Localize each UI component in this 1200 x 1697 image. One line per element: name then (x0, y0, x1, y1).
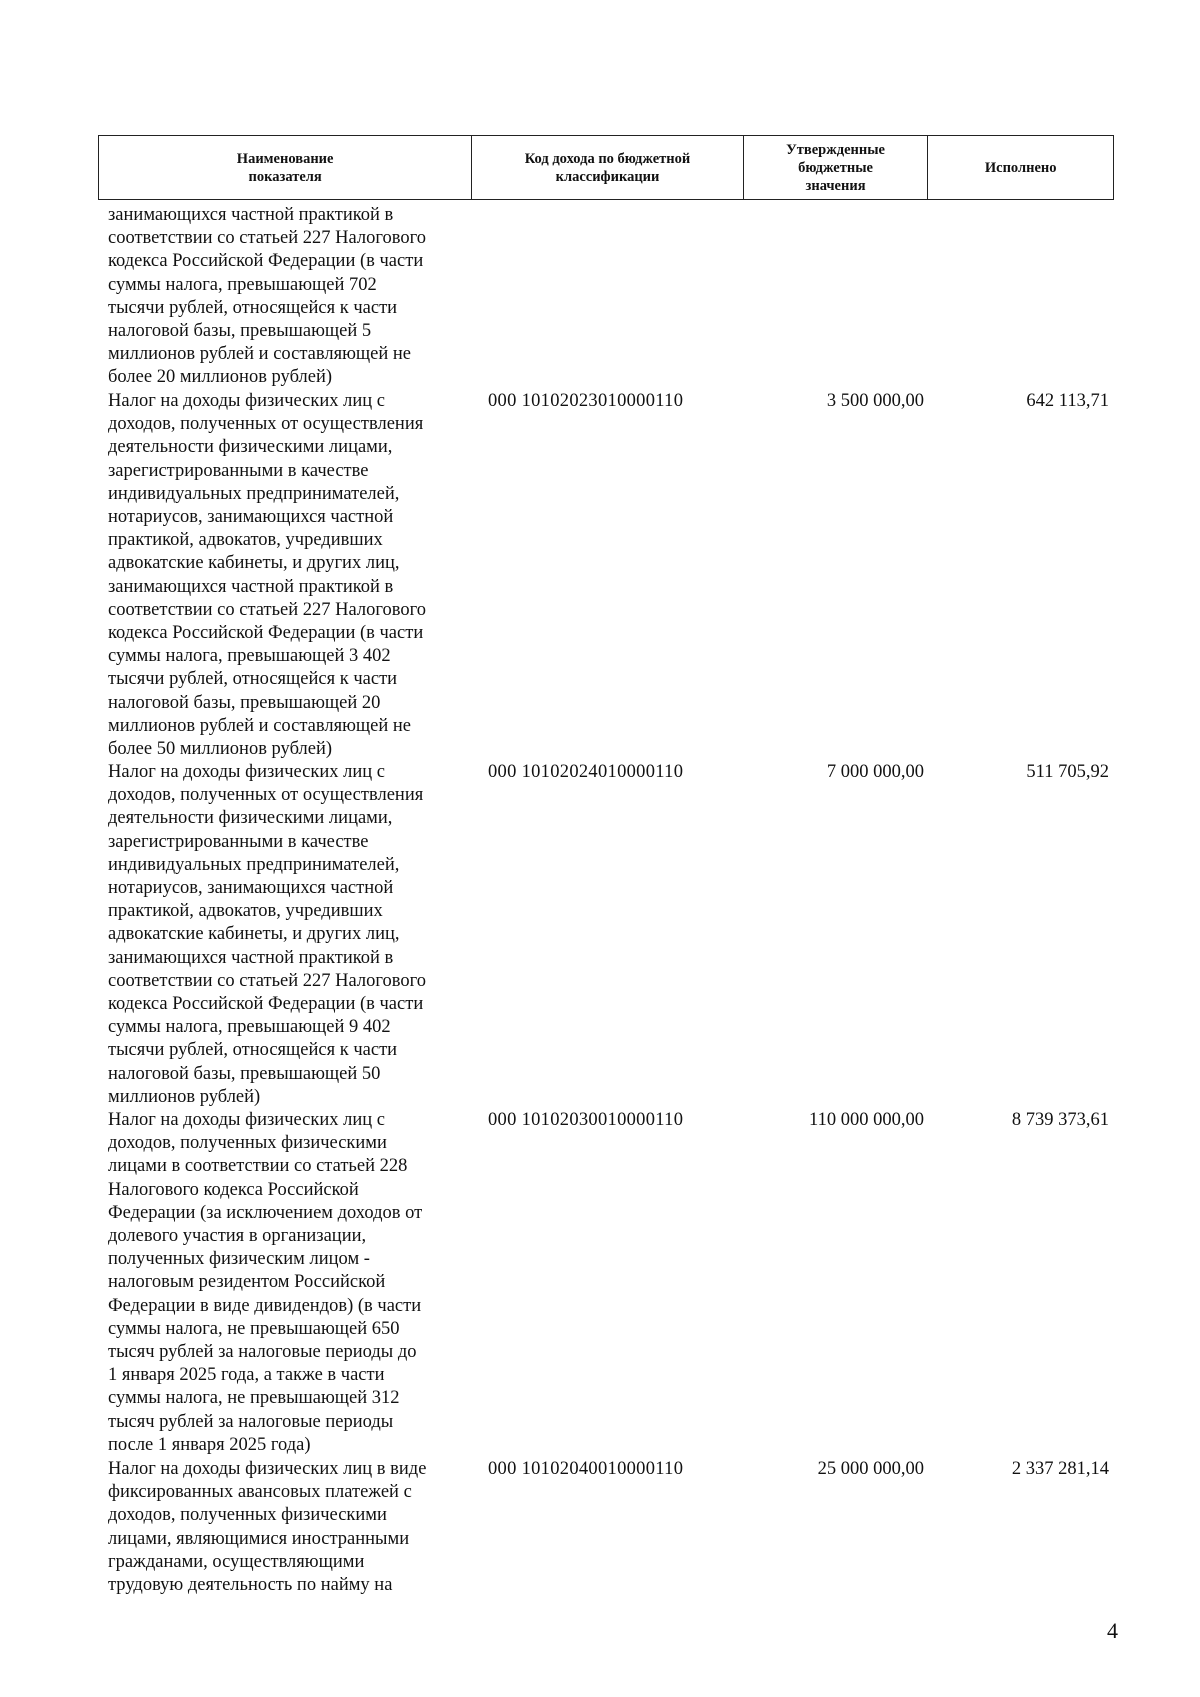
row-name: Налог на доходы физических лиц в виде фиксированных авансовых платежей с доходов, полученных физическими лицами, являющимися иностранными гражданами, осуществляющими трудовую деятельность по найму на (108, 1459, 427, 1596)
row-done: 8 739 373,61 (1011, 1110, 1109, 1130)
row-code: 000 10102030010000110 (488, 1110, 684, 1130)
row-code: 000 10102040010000110 (488, 1459, 684, 1479)
row-name: занимающихся частной практикой в соответствии со статьей 227 Налогового кодекса Российской Федерации (в части суммы налога, превышающей 702 тысячи рублей, относящейся к части налоговой базы, превышающей 5 миллионов рублей и составляющей не более 20 миллионов рублей) (108, 205, 426, 388)
row-name: Налог на доходы физических лиц с доходов, полученных от осуществления деятельности физическими лицами, зарегистрированными в качестве индивидуальных предпринимателей, нотариусов, занимающихся частной практикой, адвокатов, учредивших адвокатские кабинеты, и других лиц, занимающихся частной практикой в соответствии со статьей 227 Налогового кодекса Российской Федерации (в части суммы налога, превышающей 9 402 тысячи рублей, относящейся к части налоговой базы, превышающей 50 миллионов рублей) (108, 762, 426, 1107)
row-name: Налог на доходы физических лиц с доходов, полученных от осуществления деятельности физическими лицами, зарегистрированными в качестве индивидуальных предпринимателей, нотариусов, занимающихся частной практикой, адвокатов, учредивших адвокатские кабинеты, и других лиц, занимающихся частной практикой в соответствии со статьей 227 Налогового кодекса Российской Федерации (в части суммы налога, превышающей 3 402 тысячи рублей, относящейся к части налоговой базы, превышающей 20 миллионов рублей и составляющей не более 50 миллионов рублей) (108, 391, 426, 760)
row-done: 642 113,71 (1026, 391, 1109, 411)
page-number: 4 (1107, 1618, 1118, 1643)
row-approved: 3 500 000,00 (826, 391, 924, 411)
row-code: 000 10102024010000110 (488, 762, 684, 782)
table-header (98, 135, 1114, 200)
row-approved: 110 000 000,00 (809, 1110, 924, 1130)
header-name: Наименование показателя (99, 136, 472, 199)
row-name: Налог на доходы физических лиц с доходов, полученных физическими лицами в соответствии со статьей 228 Налогового кодекса Российской Федерации (за исключением доходов от долевого участия в организации, полученных физическим лицом - налоговым резидентом Российской Федерации в виде дивидендов) (в части суммы налога, не превышающей 650 тысяч рублей за налоговые периоды до 1 января 2025 года, а также в части суммы налога, не превышающей 312 тысяч рублей за налоговые периоды после 1 января 2025 года) (108, 1110, 423, 1455)
row-code: 000 10102023010000110 (488, 391, 684, 411)
row-done: 2 337 281,14 (1011, 1459, 1109, 1479)
header-code: Код дохода по бюджетной классификации (472, 136, 743, 199)
header-approved: Утвержденные бюджетные значения (744, 136, 929, 199)
row-done: 511 705,92 (1026, 762, 1109, 782)
header-done: Исполнено (984, 159, 1057, 176)
row-approved: 7 000 000,00 (826, 762, 924, 782)
row-approved: 25 000 000,00 (817, 1459, 924, 1479)
